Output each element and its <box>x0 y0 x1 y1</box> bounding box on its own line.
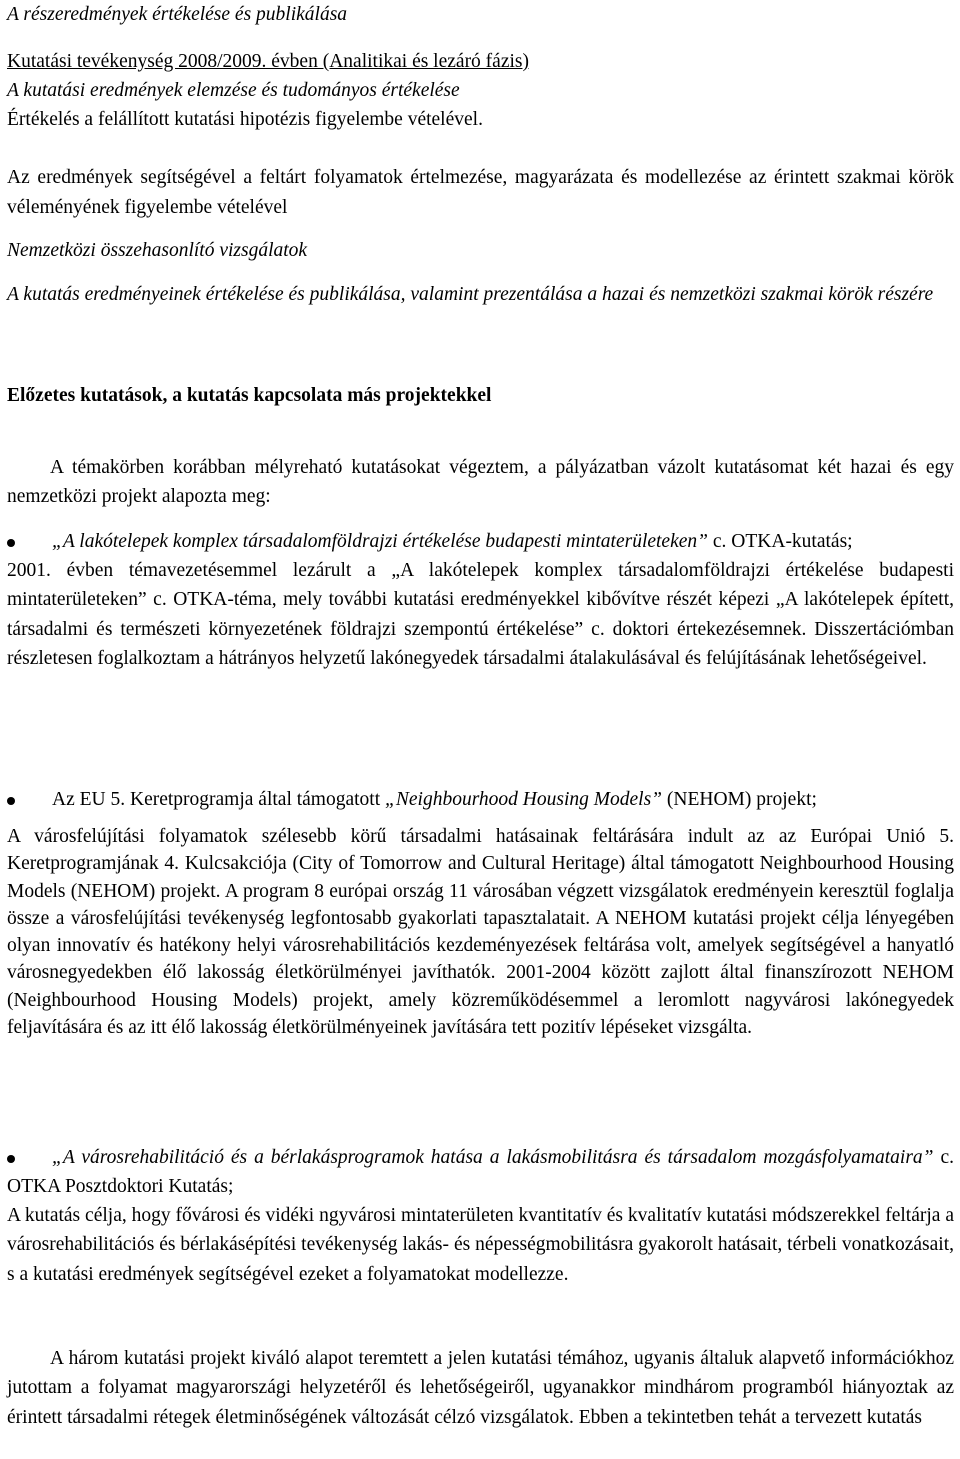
project-item-varosrehabilitacio <box>7 1143 954 1289</box>
previous-research-intro: A témakörben korábban mélyreható kutatásokat végeztem, a pályázatban vázolt kutatásomat két hazai és egy nemzetközi projekt alapozta meg: <box>7 457 954 507</box>
research-phase-heading: Kutatási tevékenység 2008/2009. évben (Analitikai és lezáró fázis) <box>7 51 529 72</box>
previous-research-heading: Előzetes kutatások, a kutatás kapcsolata más projektekkel <box>7 385 492 406</box>
project-suffix: (NEHOM) projekt; <box>662 789 817 810</box>
project-item-lakotelepek <box>7 527 954 673</box>
bullet-icon <box>7 1155 15 1163</box>
hypothesis-line: Értékelés a felállított kutatási hipotézis figyelembe vételével. <box>7 109 483 130</box>
modelling-paragraph: Az eredmények segítségével a feltárt folyamatok értelmezése, magyarázata és modellezése az érintett szakmai körök véleményének figyelembe vételével <box>7 167 954 218</box>
project-suffix: c. OTKA-kutatás; <box>708 531 853 552</box>
international-comparison-line: Nemzetközi összehasonlító vizsgálatok <box>7 240 308 261</box>
project-title: „A lakótelepek komplex társadalomföldrajzi értékelése budapesti mintaterületeken” <box>52 531 708 552</box>
closing-paragraph: A három kutatási projekt kiváló alapot teremtett a jelen kutatási témához, ugyanis általuk alapvető információkhoz jutottam a folyamat magyarországi helyzetéről és lehetőségeiről, ugyanakkor mindhárom programból hiányoztak az érintett társadalmi rétegek életminőségének változását célzó vizsgálatok. Ebben a tekintetben tehát a tervezett kutatás <box>7 1348 954 1428</box>
bullet-icon <box>7 797 15 805</box>
project-description: A városfelújítási folyamatok szélesebb körű társadalmi hatásainak feltárására indult az az Európai Unió 5. Keretprogramjának 4. Kulcsakciója (City of Tomorrow and Cultural Heritage) által támogatott Neighbourhood Housing Models (NEHOM) projekt. A program 8 európai ország 11 városában végzett vizsgálatok eredményein keresztül foglalja össze a városfelújítási tevékenység legfontosabb gyakorlati tapasztalatait. A NEHOM kutatási projekt célja lényegében olyan innovatív és hatékony helyi városrehabilitációs kezdeményezések feltárása volt, amelyek segítségével a hanyatló városnegyedekben élő lakosság életkörülményei javíthatók. 2001-2004 között zajlott által finanszírozott NEHOM (Neighbourhood Housing Models) projekt, amely közreműködésemmel a leromlott nagyvárosi lakónegyedek feljavítására és az itt élő lakosság életkörülményeinek javítására tett pozitív lépéseket vizsgálta. <box>7 826 954 1039</box>
project-title: „Neighbourhood Housing Models” <box>385 789 663 810</box>
project-title-line <box>7 785 954 814</box>
publication-paragraph: A kutatás eredményeinek értékelése és publikálása, valamint prezentálása a hazai és nemzetközi szakmai körök részére <box>7 284 934 305</box>
analysis-line: A kutatási eredmények elemzése és tudományos értékelése <box>7 80 460 101</box>
project-item-nehom <box>7 785 954 1041</box>
section-title: A részeredmények értékelése és publikálása <box>7 4 348 25</box>
project-description: A kutatás célja, hogy fővárosi és vidéki ngyvárosi mintaterületen kvantitatív és kvalitatív kutatási módszerekkel feltárja a városrehabilitációs és bérlakásépítési tevékenység lakás- és népességmobilitásra gyakorolt hatásait, térbeli vonatkozásait, s a kutatási eredmények segítségével ezeket a folyamatokat modellezze. <box>7 1205 954 1285</box>
project-description: 2001. évben témavezetésemmel lezárult a „A lakótelepek komplex társadalomföldrajzi értékelése budapesti mintaterületeken” c. OTKA-téma, mely további kutatási eredményekkel kibővítve részét képezi „A lakótelepek épített, társadalmi és természeti környezetének földrajzi szempontú értékelése” c. doktori értekezésemnek. Disszertációmban részletesen foglalkoztam a hátrányos helyzetű lakónegyedek társadalmi átalakulásával és felújításának lehetőségeivel. <box>7 560 954 669</box>
project-title: „A városrehabilitáció és a bérlakásprogramok hatása a lakásmobilitásra és társadalom mozgásfolyamataira” <box>52 1147 934 1168</box>
bullet-icon <box>7 539 15 547</box>
project-title-line <box>7 527 954 556</box>
project-prefix: Az EU 5. Keretprogramja által támogatott <box>52 789 386 810</box>
project-suffix: c. OTKA Posztdoktori Kutatás; <box>7 1147 954 1197</box>
project-title-line <box>7 1143 954 1201</box>
